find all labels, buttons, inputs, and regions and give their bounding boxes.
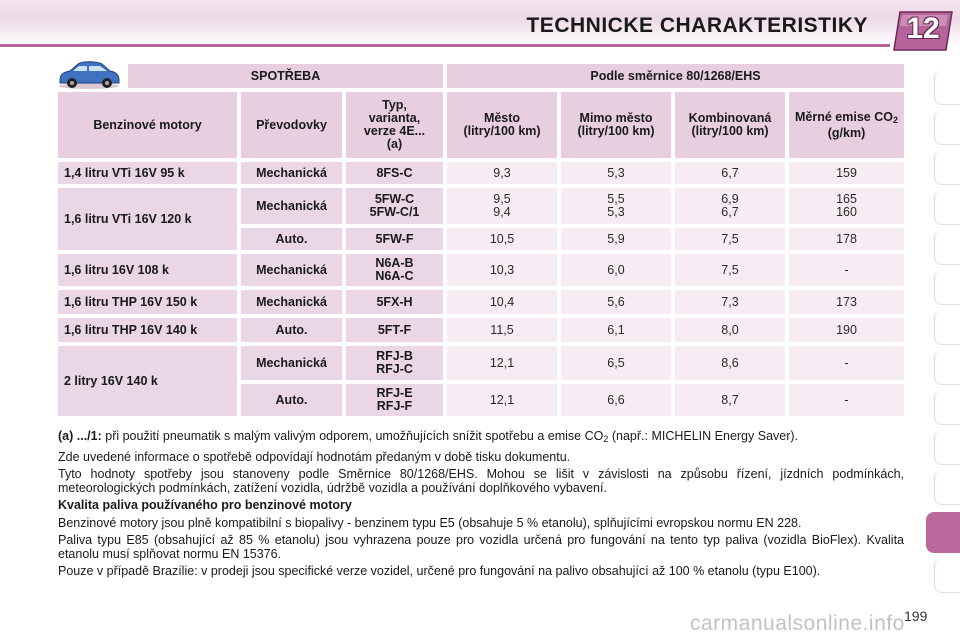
watermark: carmanualsonline.info	[690, 612, 905, 635]
chapter-tab[interactable]	[934, 190, 960, 225]
col-header-engine: Benzinové motory	[58, 92, 237, 158]
cell-combined: 6,9 6,7	[675, 188, 785, 224]
cell-co2: -	[789, 346, 904, 380]
cell-city: 9,3	[447, 162, 557, 184]
chapter-number: 12	[906, 12, 940, 45]
cell-combined: 8,6	[675, 346, 785, 380]
note-paragraph: Tyto hodnoty spotřeby jsou stanoveny podle Směrnice 80/1268/EHS. Mohou se lišit v závislosti na způsobu řízení, jízdních podmínkách, meteorologických podmínkách, zatížení vozidla, údržbě vozidla a používání doplňkového vybavení.	[58, 467, 904, 495]
cell-version: 5FW-C 5FW-C/1	[346, 188, 443, 224]
cell-engine: 1,4 litru VTi 16V 95 k	[58, 162, 237, 184]
cell-co2: 165 160	[789, 188, 904, 224]
cell-extra-urban: 6,1	[561, 318, 671, 342]
col-header-city: Město (litry/100 km)	[447, 92, 557, 158]
cell-combined: 7,5	[675, 228, 785, 250]
cell-version: 5FW-F	[346, 228, 443, 250]
cell-co2: -	[789, 254, 904, 286]
cell-combined: 8,0	[675, 318, 785, 342]
cell-transmission: Mechanická	[241, 188, 342, 224]
cell-city: 12,1	[447, 346, 557, 380]
chapter-tab[interactable]	[934, 558, 960, 593]
chapter-tab[interactable]	[934, 270, 960, 305]
cell-co2: -	[789, 384, 904, 416]
cell-transmission: Mechanická	[241, 162, 342, 184]
chapter-tab[interactable]	[934, 470, 960, 505]
note-paragraph: Pouze v případě Brazílie: v prodeji jsou specifické verze vozidel, určené pro fungování na palivo obsahující až 100 % etanolu (typu E100).	[58, 564, 821, 578]
cell-extra-urban: 6,5	[561, 346, 671, 380]
cell-co2: 159	[789, 162, 904, 184]
cell-extra-urban: 5,3	[561, 162, 671, 184]
cell-co2: 190	[789, 318, 904, 342]
cell-engine: 1,6 litru THP 16V 140 k	[58, 318, 237, 342]
chapter-tab[interactable]	[934, 110, 960, 145]
cell-transmission: Mechanická	[241, 254, 342, 286]
footnote-paragraph: (a) .../1: při použití pneumatik s malým valivým odporem, umožňujících snížit spotřebu a emise $CO_2$ (např.: MICHELIN Energy Saver).	[58, 429, 799, 444]
note-paragraph: Benzinové motory jsou plně kompatibilní s biopalivy - benzinem typu E5 (obsahuje 5 % etanolu), splňujícími evropskou normu EN 228.	[58, 515, 802, 530]
cell-transmission: Mechanická	[241, 290, 342, 314]
chapter-tab[interactable]	[934, 390, 960, 425]
chapter-tab-active[interactable]	[926, 512, 960, 553]
cell-transmission: Mechanická	[241, 346, 342, 380]
chapter-tab[interactable]	[934, 70, 960, 105]
chapter-tab[interactable]	[934, 150, 960, 185]
note-paragraph: Paliva typu E85 (obsahující až 85 % etanolu) jsou vyhrazena pouze pro vozidla určená pro fungování na tento typ paliva (vozidla BioFlex). Kvalita etanolu musí splňovat normu EN 15376.	[58, 533, 904, 561]
col-header-version: Typ, varianta, verze 4E... (a)	[346, 92, 443, 158]
notes-section	[58, 430, 904, 583]
cell-co2: 173	[789, 290, 904, 314]
cell-co2: 178	[789, 228, 904, 250]
cell-transmission: Auto.	[241, 384, 342, 416]
cell-combined: 8,7	[675, 384, 785, 416]
page-number: 199	[904, 608, 928, 624]
cell-version: 5FX-H	[346, 290, 443, 314]
group-header-consumption: SPOTŘEBA	[128, 64, 443, 88]
chapter-tab[interactable]	[934, 230, 960, 265]
cell-version: 5FT-F	[346, 318, 443, 342]
col-header-combined: Kombinovaná (litry/100 km)	[675, 92, 785, 158]
cell-version: RFJ-B RFJ-C	[346, 346, 443, 380]
cell-extra-urban: 5,5 5,3	[561, 188, 671, 224]
group-header-directive: Podle směrnice 80/1268/EHS	[447, 64, 904, 88]
note-paragraph: Zde uvedené informace o spotřebě odpovídají hodnotám předaným v době tisku dokumentu.	[58, 449, 571, 464]
cell-engine: 2 litry 16V 140 k	[58, 346, 237, 416]
page-title: TECHNICKE CHARAKTERISTIKY	[526, 14, 868, 37]
cell-city: 10,3	[447, 254, 557, 286]
cell-engine: 1,6 litru VTi 16V 120 k	[58, 188, 237, 250]
col-header-transmission: Převodovky	[241, 92, 342, 158]
fuel-quality-heading: Kvalita paliva používaného pro benzinové motory	[58, 498, 352, 512]
cell-city: 11,5	[447, 318, 557, 342]
cell-extra-urban: 6,0	[561, 254, 671, 286]
cell-city: 12,1	[447, 384, 557, 416]
cell-extra-urban: 5,6	[561, 290, 671, 314]
col-header-co2	[789, 92, 904, 158]
col-header-extra-urban: Mimo město (litry/100 km)	[561, 92, 671, 158]
cell-engine: 1,6 litru 16V 108 k	[58, 254, 237, 286]
cell-extra-urban: 5,9	[561, 228, 671, 250]
chapter-tab[interactable]	[934, 430, 960, 465]
cell-city: 10,5	[447, 228, 557, 250]
car-icon	[56, 58, 122, 90]
cell-combined: 6,7	[675, 162, 785, 184]
cell-transmission: Auto.	[241, 228, 342, 250]
header-rule	[0, 44, 890, 47]
cell-combined: 7,3	[675, 290, 785, 314]
chapter-tab[interactable]	[934, 310, 960, 345]
cell-version: RFJ-E RFJ-F	[346, 384, 443, 416]
chapter-tabs	[926, 70, 960, 630]
cell-transmission: Auto.	[241, 318, 342, 342]
cell-city: 9,5 9,4	[447, 188, 557, 224]
chapter-tab[interactable]	[934, 350, 960, 385]
cell-city: 10,4	[447, 290, 557, 314]
cell-version: N6A-B N6A-C	[346, 254, 443, 286]
cell-engine: 1,6 litru THP 16V 150 k	[58, 290, 237, 314]
co2-header-text: Měrné emise $CO_2$ (g/km)	[795, 109, 898, 140]
cell-extra-urban: 6,6	[561, 384, 671, 416]
cell-version: 8FS-C	[346, 162, 443, 184]
cell-combined: 7,5	[675, 254, 785, 286]
